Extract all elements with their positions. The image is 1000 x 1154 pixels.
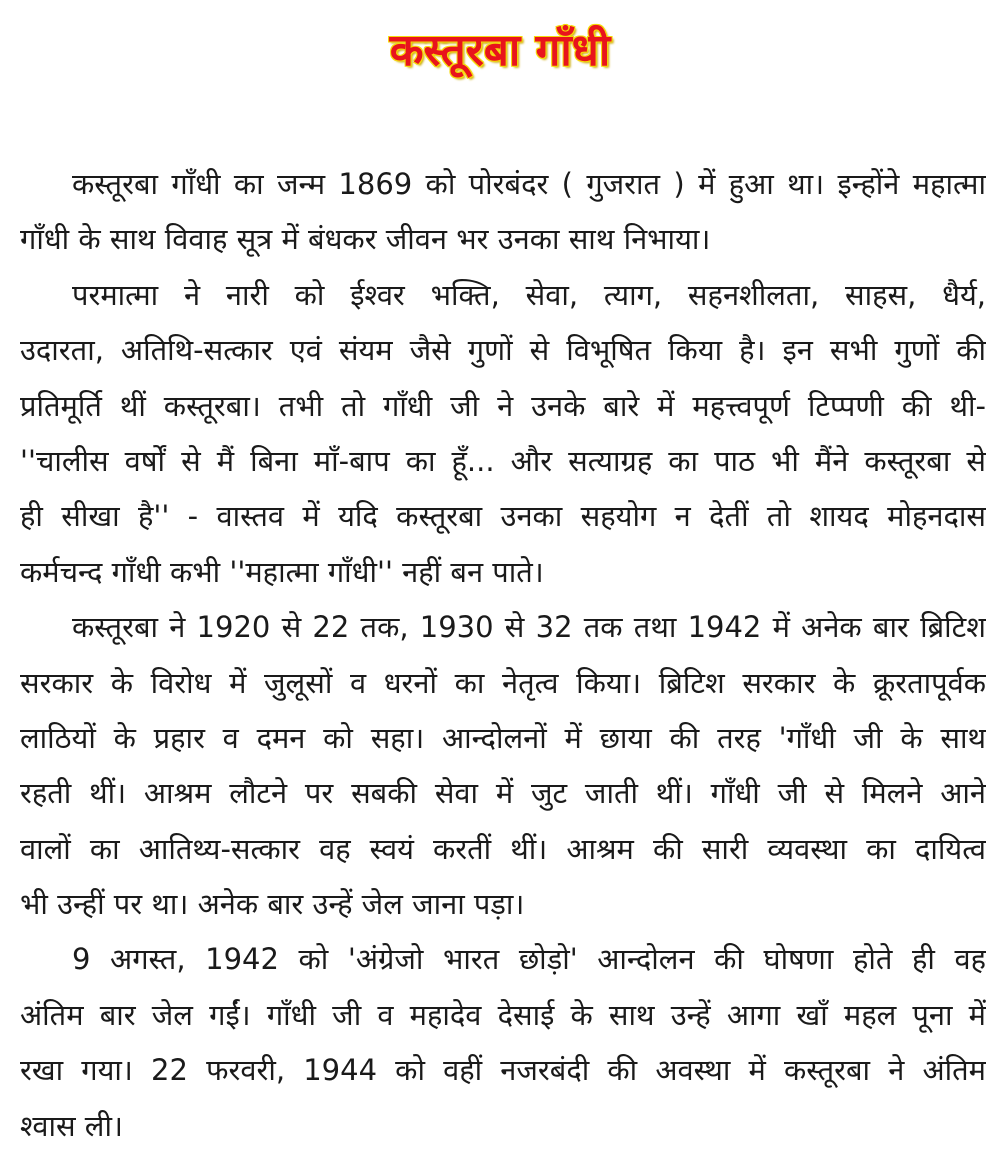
paragraph-4 xyxy=(20,932,986,1154)
text-line: कस्तूरबा ने 1920 से 22 तक, 1930 से 32 तक तथा 1942 में अनेक बार ब्रिटिश xyxy=(72,610,986,645)
text-line: कर्मचन्द गाँधी कभी ''महात्मा गाँधी'' नहीं बन पाते। xyxy=(20,554,544,589)
article-body xyxy=(20,157,986,1154)
text-line: प्रतिमूर्ति थीं कस्तूरबा। तभी तो गाँधी जी ने उनके बारे में महत्त्वपूर्ण टिप्पणी की थी- xyxy=(20,388,986,423)
paragraph-3 xyxy=(20,600,986,932)
text-line: गाँधी के साथ विवाह सूत्र में बंधकर जीवन भर उनका साथ निभाया। xyxy=(20,222,711,257)
text-line: परमात्मा ने नारी को ईश्वर भक्ति, सेवा, त्याग, सहनशीलता, साहस, धैर्य, xyxy=(72,277,986,312)
text-line: ''चालीस वर्षों से मैं बिना माँ-बाप का हूँ... और सत्याग्रह का पाठ भी मैंने कस्तूरबा से xyxy=(20,443,986,478)
paragraph-1 xyxy=(20,157,986,268)
text-line: ही सीखा है'' - वास्तव में यदि कस्तूरबा उनका सहयोग न देतीं तो शायद मोहनदास xyxy=(20,499,986,534)
text-line: रहती थीं। आश्रम लौटने पर सबकी सेवा में जुट जाती थीं। गाँधी जी से मिलने आने xyxy=(20,776,986,811)
text-line: भी उन्हीं पर था। अनेक बार उन्हें जेल जाना पड़ा। xyxy=(20,887,525,922)
text-line: सरकार के विरोध में जुलूसों व धरनों का नेतृत्व किया। ब्रिटिश सरकार के क्रूरतापूर्वक xyxy=(20,665,986,700)
text-line: कस्तूरबा गाँधी का जन्म 1869 को पोरबंदर ( गुजरात ) में हुआ था। इन्होंने महात्मा xyxy=(72,167,986,201)
text-line: रखा गया। 22 फरवरी, 1944 को वहीं नजरबंदी की अवस्था में कस्तूरबा ने अंतिम xyxy=(20,1053,986,1088)
text-line: 9 अगस्त, 1942 को 'अंग्रेजो भारत छोड़ो' आन्दोलन की घोषणा होते ही वह xyxy=(72,942,986,977)
text-line: अंतिम बार जेल गईं। गाँधी जी व महादेव देसाई के साथ उन्हें आगा खाँ महल पूना में xyxy=(20,997,986,1032)
text-line: लाठियों के प्रहार व दमन को सहा। आन्दोलनों में छाया की तरह 'गाँधी जी के साथ xyxy=(20,720,986,755)
page-title: कस्तूरबा गाँधी xyxy=(389,25,611,76)
paragraph-2 xyxy=(20,268,986,600)
text-line: वालों का आतिथ्य-सत्कार वह स्वयं करतीं थीं। आश्रम की सारी व्यवस्था का दायित्व xyxy=(20,831,986,866)
text-line: उदारता, अतिथि-सत्कार एवं संयम जैसे गुणों से विभूषित किया है। इन सभी गुणों की xyxy=(20,333,986,368)
text-line: श्वास ली। xyxy=(20,1108,123,1143)
